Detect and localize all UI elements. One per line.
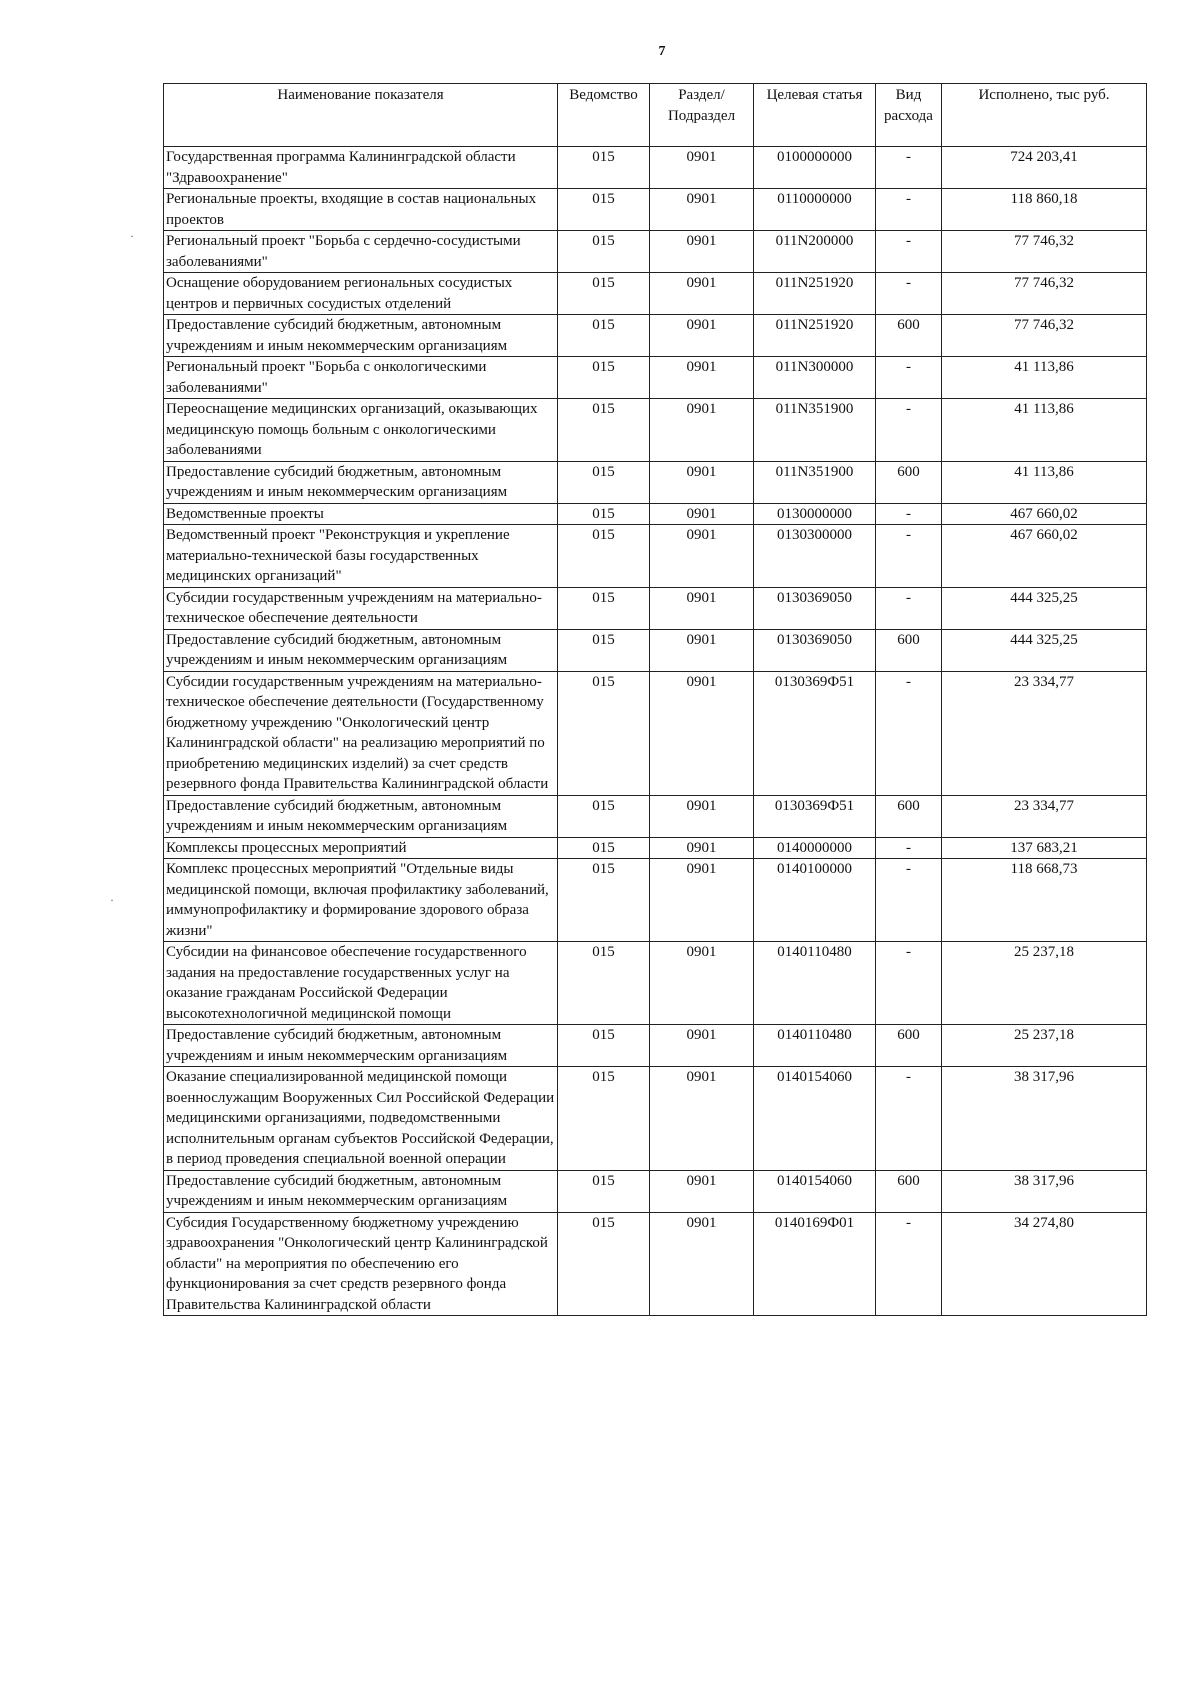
cell-indicator-name: Региональный проект "Борьба с сердечно-сосудистыми заболеваниями" <box>164 231 558 273</box>
cell-target-article: 0110000000 <box>754 189 876 231</box>
cell-department: 015 <box>558 231 650 273</box>
cell-executed-amount: 41 113,86 <box>942 357 1147 399</box>
cell-expense-type: - <box>876 189 942 231</box>
cell-indicator-name: Переоснащение медицинских организаций, оказывающих медицинскую помощь больным с онкологическими заболеваниями <box>164 399 558 462</box>
cell-indicator-name: Ведомственные проекты <box>164 503 558 525</box>
cell-section: 0901 <box>650 357 754 399</box>
cell-section: 0901 <box>650 147 754 189</box>
header-section: Раздел/ Подраздел <box>650 84 754 147</box>
header-target-article: Целевая статья <box>754 84 876 147</box>
cell-section: 0901 <box>650 503 754 525</box>
cell-expense-type: - <box>876 231 942 273</box>
cell-executed-amount: 41 113,86 <box>942 461 1147 503</box>
cell-section: 0901 <box>650 399 754 462</box>
cell-executed-amount: 118 668,73 <box>942 859 1147 942</box>
cell-executed-amount: 23 334,77 <box>942 795 1147 837</box>
page-number: 7 <box>658 44 666 59</box>
margin-mark: · <box>130 229 134 243</box>
cell-executed-amount: 77 746,32 <box>942 231 1147 273</box>
cell-section: 0901 <box>650 231 754 273</box>
cell-expense-type: 600 <box>876 629 942 671</box>
cell-section: 0901 <box>650 837 754 859</box>
cell-department: 015 <box>558 273 650 315</box>
cell-target-article: 0140100000 <box>754 859 876 942</box>
cell-indicator-name: Оказание специализированной медицинской помощи военнослужащим Вооруженных Сил Российской Федерации медицинскими организациями, подведомственными исполнительным органам субъектов Российской Федерации, в период проведения специальной военной операции <box>164 1067 558 1171</box>
cell-executed-amount: 467 660,02 <box>942 525 1147 588</box>
table-row <box>164 231 1147 273</box>
cell-target-article: 011N251920 <box>754 315 876 357</box>
cell-expense-type: - <box>876 671 942 795</box>
cell-indicator-name: Субсидии государственным учреждениям на материально-техническое обеспечение деятельности (Государственному бюджетному учреждению "Онкологический центр Калининградской области" на реализацию мероприятий по приобретению медицинских изделий) за счет средств резервного фонда Правительства Калининградской области <box>164 671 558 795</box>
cell-section: 0901 <box>650 189 754 231</box>
cell-department: 015 <box>558 315 650 357</box>
table-row <box>164 315 1147 357</box>
table-row <box>164 942 1147 1025</box>
cell-department: 015 <box>558 671 650 795</box>
cell-target-article: 011N200000 <box>754 231 876 273</box>
table-row <box>164 671 1147 795</box>
table-row <box>164 795 1147 837</box>
table-row <box>164 1170 1147 1212</box>
cell-executed-amount: 137 683,21 <box>942 837 1147 859</box>
header-expense-type: Вид расхода <box>876 84 942 147</box>
cell-department: 015 <box>558 587 650 629</box>
cell-expense-type: - <box>876 859 942 942</box>
cell-executed-amount: 38 317,96 <box>942 1170 1147 1212</box>
table-row <box>164 1067 1147 1171</box>
cell-department: 015 <box>558 1170 650 1212</box>
cell-expense-type: - <box>876 273 942 315</box>
cell-expense-type: - <box>876 587 942 629</box>
cell-department: 015 <box>558 629 650 671</box>
cell-expense-type: 600 <box>876 1170 942 1212</box>
cell-indicator-name: Субсидии государственным учреждениям на материально-техническое обеспечение деятельности <box>164 587 558 629</box>
cell-indicator-name: Государственная программа Калининградской области "Здравоохранение" <box>164 147 558 189</box>
cell-expense-type: - <box>876 942 942 1025</box>
cell-indicator-name: Региональные проекты, входящие в состав национальных проектов <box>164 189 558 231</box>
cell-section: 0901 <box>650 525 754 588</box>
cell-department: 015 <box>558 461 650 503</box>
cell-department: 015 <box>558 357 650 399</box>
cell-section: 0901 <box>650 461 754 503</box>
cell-section: 0901 <box>650 859 754 942</box>
cell-indicator-name: Предоставление субсидий бюджетным, автономным учреждениям и иным некоммерческим организациям <box>164 629 558 671</box>
cell-target-article: 011N251920 <box>754 273 876 315</box>
cell-executed-amount: 41 113,86 <box>942 399 1147 462</box>
cell-department: 015 <box>558 399 650 462</box>
cell-indicator-name: Региональный проект "Борьба с онкологическими заболеваниями" <box>164 357 558 399</box>
cell-executed-amount: 25 237,18 <box>942 1025 1147 1067</box>
header-department: Ведомство <box>558 84 650 147</box>
cell-section: 0901 <box>650 795 754 837</box>
table-row <box>164 503 1147 525</box>
cell-executed-amount: 77 746,32 <box>942 273 1147 315</box>
cell-department: 015 <box>558 189 650 231</box>
cell-section: 0901 <box>650 629 754 671</box>
cell-indicator-name: Предоставление субсидий бюджетным, автономным учреждениям и иным некоммерческим организациям <box>164 795 558 837</box>
table-row <box>164 147 1147 189</box>
cell-executed-amount: 118 860,18 <box>942 189 1147 231</box>
cell-executed-amount: 38 317,96 <box>942 1067 1147 1171</box>
table-row <box>164 1025 1147 1067</box>
cell-executed-amount: 34 274,80 <box>942 1212 1147 1316</box>
cell-section: 0901 <box>650 1170 754 1212</box>
table-row <box>164 587 1147 629</box>
cell-target-article: 0140110480 <box>754 1025 876 1067</box>
cell-target-article: 0140110480 <box>754 942 876 1025</box>
cell-section: 0901 <box>650 315 754 357</box>
cell-section: 0901 <box>650 1067 754 1171</box>
table-row <box>164 525 1147 588</box>
cell-section: 0901 <box>650 587 754 629</box>
cell-target-article: 011N300000 <box>754 357 876 399</box>
cell-expense-type: 600 <box>876 315 942 357</box>
table-row <box>164 461 1147 503</box>
cell-target-article: 011N351900 <box>754 399 876 462</box>
cell-indicator-name: Субсидии на финансовое обеспечение государственного задания на предоставление государственных услуг на оказание гражданам Российской Федерации высокотехнологичной медицинской помощи <box>164 942 558 1025</box>
cell-department: 015 <box>558 1025 650 1067</box>
cell-executed-amount: 25 237,18 <box>942 942 1147 1025</box>
cell-indicator-name: Ведомственный проект "Реконструкция и укрепление материально-технической базы государственных медицинских организаций" <box>164 525 558 588</box>
cell-executed-amount: 23 334,77 <box>942 671 1147 795</box>
table-row <box>164 357 1147 399</box>
cell-indicator-name: Предоставление субсидий бюджетным, автономным учреждениям и иным некоммерческим организациям <box>164 1025 558 1067</box>
cell-executed-amount: 77 746,32 <box>942 315 1147 357</box>
table-row <box>164 837 1147 859</box>
cell-department: 015 <box>558 1212 650 1316</box>
cell-expense-type: - <box>876 357 942 399</box>
cell-expense-type: - <box>876 147 942 189</box>
cell-target-article: 0130000000 <box>754 503 876 525</box>
cell-section: 0901 <box>650 1212 754 1316</box>
table-row <box>164 399 1147 462</box>
cell-executed-amount: 467 660,02 <box>942 503 1147 525</box>
cell-expense-type: - <box>876 525 942 588</box>
cell-department: 015 <box>558 837 650 859</box>
cell-target-article: 0130369050 <box>754 629 876 671</box>
cell-department: 015 <box>558 147 650 189</box>
cell-target-article: 0140154060 <box>754 1067 876 1171</box>
cell-indicator-name: Комплекс процессных мероприятий "Отдельные виды медицинской помощи, включая профилактику заболеваний, иммунопрофилактику и формирование здорового образа жизни" <box>164 859 558 942</box>
cell-department: 015 <box>558 795 650 837</box>
header-executed-amount: Исполнено, тыс руб. <box>942 84 1147 147</box>
cell-section: 0901 <box>650 942 754 1025</box>
table-row <box>164 1212 1147 1316</box>
budget-execution-table <box>163 83 1147 1316</box>
cell-expense-type: 600 <box>876 795 942 837</box>
cell-expense-type: - <box>876 837 942 859</box>
table-row <box>164 859 1147 942</box>
cell-expense-type: 600 <box>876 461 942 503</box>
cell-section: 0901 <box>650 1025 754 1067</box>
cell-expense-type: - <box>876 1212 942 1316</box>
margin-mark: · <box>110 893 114 907</box>
table-row <box>164 629 1147 671</box>
cell-department: 015 <box>558 859 650 942</box>
cell-target-article: 0130369Ф51 <box>754 795 876 837</box>
cell-executed-amount: 444 325,25 <box>942 629 1147 671</box>
cell-indicator-name: Предоставление субсидий бюджетным, автономным учреждениям и иным некоммерческим организациям <box>164 1170 558 1212</box>
cell-executed-amount: 444 325,25 <box>942 587 1147 629</box>
cell-department: 015 <box>558 1067 650 1171</box>
cell-section: 0901 <box>650 273 754 315</box>
cell-target-article: 0130369050 <box>754 587 876 629</box>
cell-target-article: 0140000000 <box>754 837 876 859</box>
table-row <box>164 273 1147 315</box>
cell-department: 015 <box>558 503 650 525</box>
cell-target-article: 011N351900 <box>754 461 876 503</box>
cell-section: 0901 <box>650 671 754 795</box>
cell-indicator-name: Оснащение оборудованием региональных сосудистых центров и первичных сосудистых отделений <box>164 273 558 315</box>
cell-expense-type: - <box>876 503 942 525</box>
cell-target-article: 0130300000 <box>754 525 876 588</box>
cell-indicator-name: Предоставление субсидий бюджетным, автономным учреждениям и иным некоммерческим организациям <box>164 315 558 357</box>
table-row <box>164 189 1147 231</box>
cell-target-article: 0140169Ф01 <box>754 1212 876 1316</box>
table-header-row <box>164 84 1147 147</box>
cell-department: 015 <box>558 525 650 588</box>
cell-expense-type: 600 <box>876 1025 942 1067</box>
header-indicator-name: Наименование показателя <box>164 84 558 147</box>
table-body <box>164 147 1147 1316</box>
cell-target-article: 0140154060 <box>754 1170 876 1212</box>
cell-expense-type: - <box>876 1067 942 1171</box>
cell-department: 015 <box>558 942 650 1025</box>
cell-executed-amount: 724 203,41 <box>942 147 1147 189</box>
cell-indicator-name: Предоставление субсидий бюджетным, автономным учреждениям и иным некоммерческим организациям <box>164 461 558 503</box>
cell-target-article: 0130369Ф51 <box>754 671 876 795</box>
cell-expense-type: - <box>876 399 942 462</box>
cell-target-article: 0100000000 <box>754 147 876 189</box>
cell-indicator-name: Субсидия Государственному бюджетному учреждению здравоохранения "Онкологический центр Калининградской области" на мероприятия по обеспечению его функционирования за счет средств резервного фонда Правительства Калининградской области <box>164 1212 558 1316</box>
cell-indicator-name: Комплексы процессных мероприятий <box>164 837 558 859</box>
